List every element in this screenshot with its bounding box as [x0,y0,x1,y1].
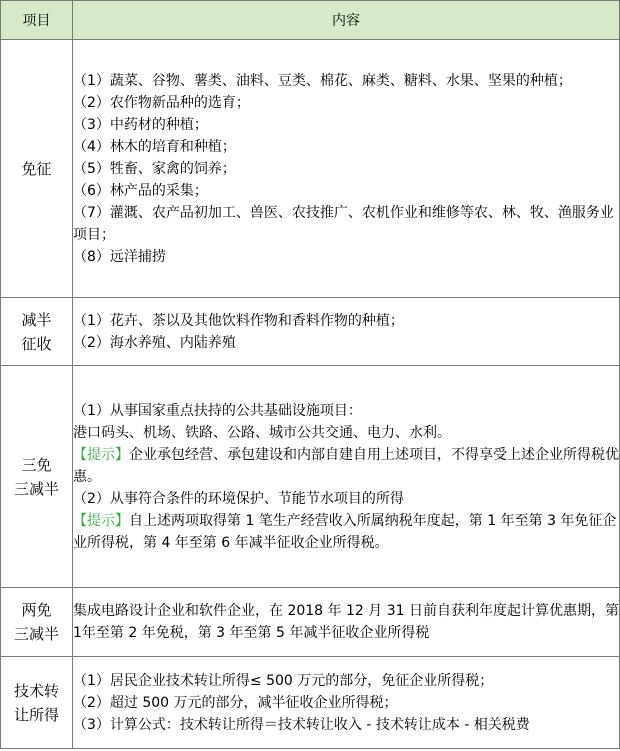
content-line: （2）农作物新品种的选育； [73,94,250,111]
content-line: （8）远洋捕捞 [73,248,166,265]
content-line: （1）居民企业技术转让所得≤ 500 万元的部分，免征企业所得税； [73,672,494,689]
item-cell [1,588,73,657]
item-cell [1,366,73,588]
content-cell [73,657,620,749]
table-row [1,40,620,298]
hint-line [73,444,619,488]
item-line: 三减半 [13,479,59,498]
content-line: （1）蔬菜、谷物、薯类、油料、豆类、棉花、麻类、糖料、水果、坚果的种植； [73,72,572,89]
item-cell [1,298,73,366]
content-line: 港口码头、机场、铁路、公路、城市公共交通、电力、水利。 [73,424,451,441]
item-line: 技术转 [13,681,59,700]
item-line: 三免 [21,455,52,474]
hint-text: 企业承包经营、承包建设和内部自建自用上述项目，不得享受上述企业所得税优惠。 [73,446,619,485]
header-item: 项目 [1,1,73,40]
content-line: （4）林木的培育和种植； [73,138,236,155]
content-line: （2）海水养殖、内陆养殖 [73,334,236,351]
item-cell: 免征 [1,40,73,298]
content-line: （1）从事国家重点扶持的公共基础设施项目： [73,402,362,419]
content-line: 集成电路设计企业和软件企业，在 2018 年 12 月 31 日前自获利年度起计算优惠期，第 1年至第 2 年免税，第 3 年至第 5 年减半征收企业所得税 [73,603,619,641]
content-line: （2）超过 500 万元的部分，减半征收企业所得税； [73,694,398,711]
content-line: （1）花卉、茶以及其他饮料作物和香料作物的种植； [73,312,404,329]
hint-line [73,510,619,554]
content-cell [73,366,620,588]
content-line: （2）从事符合条件的环境保护、节能节水项目的所得 [73,490,404,507]
content-line: （5）牲畜、家禽的饲养； [73,160,236,177]
content-line: （3）计算公式：技术转让所得＝技术转让收入 - 技术转让成本 - 相关税费 [73,716,530,733]
table-row [1,298,620,366]
content-cell [73,588,620,657]
hint-tag: 【提示】 [73,446,129,463]
header-content: 内容 [73,1,620,40]
content-line: （7）灌溉、农产品初加工、兽医、农技推广、农机作业和维修等农、林、牧、渔服务业项目； [73,204,614,243]
item-line: 减半 [21,310,52,329]
item-line: 两免 [21,601,52,619]
item-line: 让所得 [13,705,59,724]
table-row [1,657,620,749]
hint-tag: 【提示】 [73,512,129,529]
hint-text: 自上述两项取得第 1 笔生产经营收入所属纳税年度起，第 1 年至第 3 年免征企业所得税，第 4 年至第 6 年减半征收企业所得税。 [73,512,617,551]
item-cell [1,657,73,749]
content-cell [73,40,620,298]
table-row [1,588,620,657]
content-line: （6）林产品的采集； [73,182,208,199]
content-line: （3）中药材的种植； [73,116,208,133]
item-line: 三减半 [13,625,59,643]
table-header-row [1,1,620,40]
item-line: 征收 [21,334,52,353]
table-row [1,366,620,588]
content-cell [73,298,620,366]
